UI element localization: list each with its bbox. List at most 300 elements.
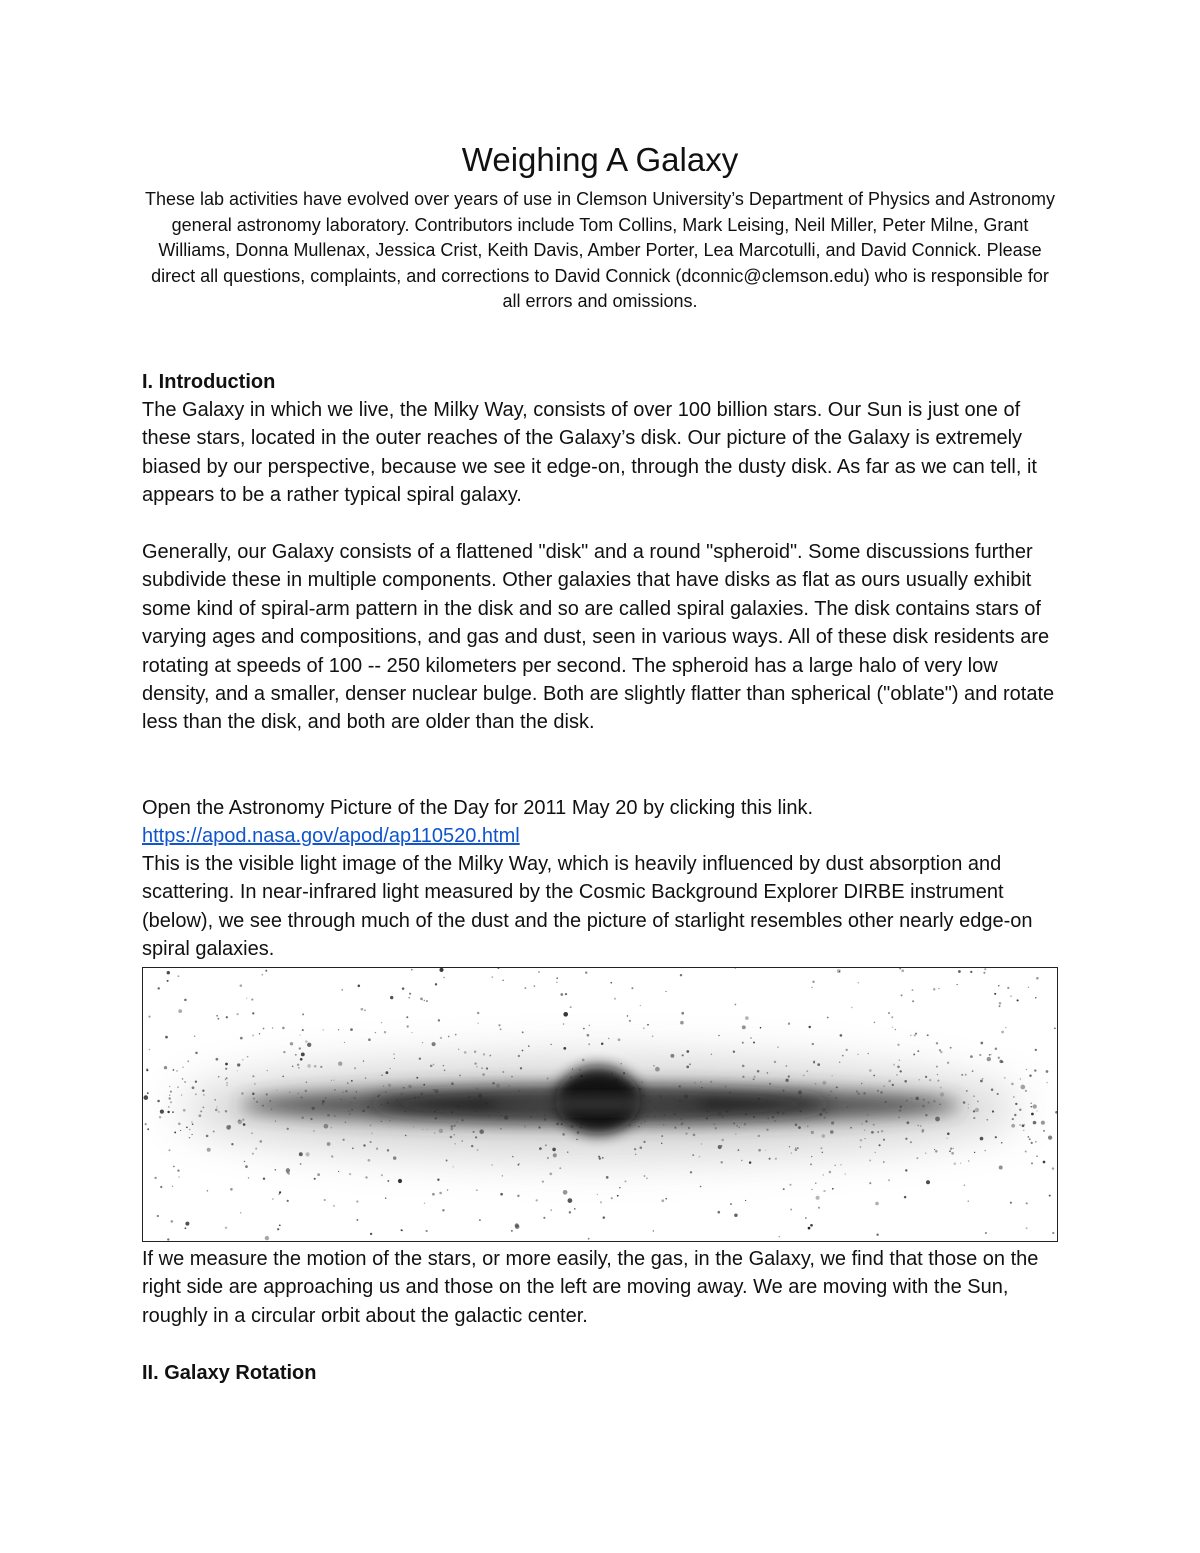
- star: [549, 1173, 552, 1176]
- star: [1043, 1130, 1045, 1132]
- star: [534, 985, 536, 987]
- star: [730, 1203, 732, 1205]
- star: [528, 1045, 529, 1046]
- star: [300, 1034, 301, 1035]
- star: [718, 1035, 719, 1036]
- star: [302, 1029, 304, 1031]
- intro-paragraph-2: Generally, our Galaxy consists of a flattened "disk" and a round "spheroid". Some discussions further subdivide these in multiple components. Other galaxies that have disks as flat as ours usually exhibit some kind of spiral-arm pattern in the disk and so are called spiral galaxies. The disk contains stars of varying ages and compositions, and gas and dust, seen in various ways. All of these disk residents are rotating at speeds of 100 -- 250 kilometers per second. The spheroid has a large halo of very low density, and a smaller, denser nuclear bulge. Both are slightly flatter than spherical ("oblate") and rotate less than the disk, and both are older than the disk.: [142, 541, 1055, 734]
- star: [242, 1059, 243, 1060]
- star: [225, 1079, 226, 1080]
- star: [338, 1062, 342, 1066]
- star: [158, 987, 160, 989]
- star: [1029, 1074, 1031, 1076]
- galaxy-image-svg: [143, 968, 1057, 1241]
- star: [207, 1148, 211, 1152]
- star: [834, 1164, 836, 1166]
- star: [240, 1037, 243, 1040]
- star: [157, 1100, 160, 1103]
- star: [960, 1163, 961, 1164]
- star: [1049, 1195, 1051, 1197]
- star: [1035, 1141, 1037, 1143]
- star: [883, 1161, 885, 1163]
- star: [251, 999, 253, 1001]
- star: [680, 974, 682, 976]
- star: [718, 1211, 721, 1214]
- star: [627, 1015, 628, 1016]
- star: [307, 1043, 311, 1047]
- star: [393, 1053, 395, 1055]
- star: [447, 1189, 448, 1190]
- star: [344, 1042, 345, 1043]
- star: [420, 998, 423, 1001]
- star: [597, 1194, 598, 1195]
- star: [1011, 1124, 1015, 1128]
- star: [464, 1051, 467, 1054]
- star: [857, 982, 859, 984]
- star: [904, 1196, 907, 1199]
- star: [893, 1064, 895, 1066]
- star: [899, 1059, 901, 1061]
- star: [358, 985, 361, 988]
- star: [320, 1066, 322, 1068]
- star: [419, 1057, 421, 1059]
- star: [207, 1190, 209, 1192]
- star: [248, 1177, 249, 1178]
- star: [583, 1028, 585, 1030]
- star: [956, 984, 957, 985]
- star: [569, 1211, 571, 1213]
- star: [556, 977, 558, 979]
- star: [440, 1037, 442, 1039]
- star: [1031, 1162, 1033, 1164]
- star: [1026, 1227, 1028, 1229]
- star: [936, 1042, 938, 1044]
- star: [169, 1086, 170, 1087]
- star: [172, 1186, 173, 1187]
- star: [184, 1081, 186, 1083]
- star: [742, 1042, 744, 1044]
- star: [286, 1168, 290, 1172]
- star: [888, 1012, 890, 1014]
- star: [333, 1205, 334, 1206]
- star: [145, 1123, 147, 1125]
- star: [167, 1238, 169, 1240]
- star: [600, 1201, 602, 1203]
- star: [1011, 1083, 1014, 1086]
- star: [910, 1141, 912, 1143]
- star: [174, 1131, 176, 1133]
- star: [749, 1161, 751, 1163]
- star: [511, 1230, 513, 1232]
- star: [502, 980, 504, 982]
- star: [408, 997, 410, 999]
- star: [477, 1012, 480, 1015]
- star: [517, 1195, 519, 1197]
- star: [602, 1157, 604, 1159]
- star: [791, 1152, 792, 1153]
- star: [364, 1009, 366, 1011]
- star: [980, 1080, 983, 1083]
- star: [995, 1047, 998, 1050]
- star: [1029, 1138, 1031, 1140]
- star: [999, 1002, 1002, 1005]
- star: [412, 1032, 413, 1033]
- star: [385, 1197, 386, 1198]
- section-heading-introduction: I. Introduction: [142, 371, 276, 393]
- star: [961, 1074, 963, 1076]
- star: [446, 1160, 448, 1162]
- star: [275, 1169, 277, 1171]
- star: [146, 1069, 148, 1071]
- star: [879, 1144, 881, 1146]
- star: [839, 971, 840, 972]
- star: [426, 1000, 428, 1002]
- star: [409, 993, 411, 995]
- star: [252, 1075, 254, 1077]
- star: [144, 1095, 149, 1100]
- star: [1028, 987, 1029, 988]
- star: [1031, 1113, 1034, 1116]
- star: [1004, 1077, 1006, 1079]
- star: [644, 1175, 646, 1177]
- star: [837, 969, 841, 973]
- star: [425, 1230, 427, 1232]
- star: [867, 1053, 869, 1055]
- star: [272, 1198, 274, 1200]
- star: [610, 982, 612, 984]
- star: [700, 1186, 702, 1188]
- star: [206, 1135, 209, 1138]
- star: [617, 1195, 619, 1197]
- star: [810, 1224, 813, 1227]
- star: [936, 1066, 938, 1068]
- star: [665, 991, 666, 992]
- star: [947, 1138, 948, 1139]
- star: [1024, 1124, 1025, 1125]
- star: [543, 1217, 545, 1219]
- star: [314, 1065, 317, 1068]
- star: [822, 1174, 824, 1176]
- star: [556, 982, 557, 983]
- star: [652, 1035, 654, 1037]
- star: [477, 1022, 479, 1024]
- star: [381, 1022, 382, 1023]
- star: [305, 1040, 307, 1042]
- star: [154, 1177, 156, 1179]
- star: [170, 1101, 172, 1103]
- star: [437, 1179, 439, 1181]
- star: [1010, 995, 1012, 997]
- star: [323, 1029, 324, 1030]
- star: [263, 1177, 265, 1179]
- star: [810, 1163, 812, 1165]
- star: [999, 1060, 1002, 1063]
- star: [665, 1198, 667, 1200]
- star: [933, 988, 936, 991]
- star: [387, 1180, 389, 1182]
- star: [950, 1147, 952, 1149]
- star: [953, 1148, 954, 1149]
- star: [299, 1152, 303, 1156]
- star: [424, 1203, 425, 1204]
- star: [394, 1058, 395, 1059]
- intro-paragraph-1: The Galaxy in which we live, the Milky Way, consists of over 100 billion stars. Our Sun is just one of these stars, located in the outer reaches of the Galaxy’s disk. Our picture of the Galaxy is extremely biased by our perspective, because we see it edge-on, through the dusty disk. As far as we can tell, it appears to be a rather typical spiral galaxy.: [142, 399, 1037, 507]
- star: [653, 1230, 654, 1231]
- star: [891, 1016, 893, 1018]
- star: [518, 1055, 520, 1057]
- star: [167, 971, 170, 974]
- star: [995, 1136, 997, 1138]
- star: [682, 1054, 684, 1056]
- credits-paragraph: These lab activities have evolved over years of use in Clemson University’s Department of Physics and Astronomy general astronomy laboratory. Contributors include Tom Collins, Mark Leising, Neil Miller, Peter Milne, Grant Williams, Donna Mullenax, Jessica Crist, Keith Davis, Amber Porter, Lea Marcotulli, and David Connick. Please direct all questions, complaints, and corrections to David Connick (dconnic@clemson.edu) who is responsible for all errors and omissions.: [144, 189, 1056, 311]
- star: [916, 1157, 918, 1159]
- star: [407, 1025, 409, 1027]
- star: [811, 1156, 812, 1157]
- star: [338, 1171, 339, 1172]
- star: [950, 1047, 952, 1049]
- star: [895, 1029, 896, 1030]
- star: [606, 1176, 609, 1179]
- star: [670, 1054, 674, 1058]
- dust-lane: [488, 1097, 708, 1111]
- star: [742, 1025, 746, 1029]
- star: [827, 1017, 829, 1019]
- star: [300, 1163, 302, 1165]
- star: [912, 1000, 914, 1002]
- star: [160, 1110, 164, 1114]
- star: [1033, 1121, 1037, 1125]
- star: [522, 1031, 524, 1033]
- star: [202, 1090, 204, 1092]
- star: [448, 1036, 450, 1038]
- star: [1052, 1167, 1054, 1169]
- star: [167, 980, 169, 982]
- star: [769, 1158, 771, 1160]
- star: [159, 1116, 161, 1118]
- star: [164, 1066, 167, 1069]
- star: [411, 969, 413, 971]
- star: [811, 987, 812, 988]
- star: [783, 1188, 785, 1190]
- star: [1005, 1027, 1006, 1028]
- star: [299, 1047, 301, 1049]
- star: [455, 1034, 457, 1036]
- star: [295, 1054, 297, 1056]
- apod-link[interactable]: https://apod.nasa.gov/apod/ap110520.html: [142, 825, 520, 847]
- star: [432, 1193, 435, 1196]
- star: [1007, 987, 1009, 989]
- star: [982, 1078, 984, 1080]
- star: [522, 1050, 524, 1052]
- star: [686, 1050, 689, 1053]
- star: [262, 974, 264, 976]
- star: [226, 1082, 227, 1083]
- star: [184, 999, 187, 1002]
- star: [178, 1009, 182, 1013]
- star: [542, 1180, 544, 1182]
- star: [406, 1016, 408, 1018]
- star: [559, 1167, 561, 1169]
- star: [968, 1200, 969, 1201]
- star: [191, 1134, 192, 1135]
- star: [1036, 1110, 1037, 1111]
- star: [1001, 1031, 1004, 1034]
- star: [300, 1058, 303, 1061]
- star: [272, 1027, 274, 1029]
- star: [812, 981, 814, 983]
- star: [812, 1043, 814, 1045]
- star: [237, 1063, 240, 1066]
- star: [1031, 1103, 1032, 1104]
- star: [381, 1174, 383, 1176]
- apod-instruction: Open the Astronomy Picture of the Day for 2011 May 20 by clicking this link.: [142, 797, 814, 819]
- star: [599, 1157, 601, 1159]
- star: [168, 1106, 170, 1108]
- star: [267, 1070, 268, 1071]
- star: [255, 1148, 257, 1150]
- star: [631, 987, 633, 989]
- star: [614, 998, 616, 1000]
- star: [601, 1043, 604, 1046]
- star: [1010, 1202, 1012, 1204]
- star: [789, 1184, 791, 1186]
- star: [647, 1024, 649, 1026]
- star: [178, 1176, 180, 1178]
- star: [589, 1025, 591, 1027]
- star: [252, 1034, 254, 1036]
- star: [913, 1053, 915, 1055]
- star: [926, 1180, 930, 1184]
- star: [524, 987, 526, 989]
- star: [839, 1062, 840, 1063]
- star: [822, 1152, 823, 1153]
- star: [990, 1054, 991, 1055]
- star: [1035, 1049, 1037, 1051]
- star: [189, 1129, 191, 1131]
- star: [846, 1049, 848, 1051]
- star: [565, 993, 567, 995]
- star: [240, 1212, 242, 1214]
- star: [173, 1166, 174, 1167]
- star: [512, 1156, 513, 1157]
- star: [585, 972, 587, 974]
- star: [279, 1224, 281, 1226]
- star: [998, 985, 999, 986]
- star: [901, 969, 904, 972]
- star: [1025, 1090, 1027, 1092]
- star: [189, 1137, 191, 1139]
- star: [832, 1188, 834, 1190]
- star: [157, 1215, 159, 1217]
- star: [422, 1042, 423, 1043]
- star: [905, 1169, 907, 1171]
- star: [1026, 1202, 1028, 1204]
- star: [998, 1057, 1000, 1059]
- star: [277, 1228, 279, 1230]
- star: [563, 1047, 566, 1050]
- star: [857, 1053, 859, 1055]
- star: [1036, 1156, 1037, 1157]
- star: [278, 1193, 280, 1195]
- star: [774, 1061, 776, 1063]
- star: [949, 1150, 951, 1152]
- star: [983, 972, 985, 974]
- star: [563, 1012, 568, 1017]
- star: [563, 1190, 568, 1195]
- star: [970, 1055, 973, 1058]
- star: [550, 1044, 551, 1045]
- star: [236, 1013, 238, 1015]
- star: [808, 1227, 811, 1230]
- star: [365, 1176, 367, 1178]
- star: [844, 1173, 846, 1175]
- star: [247, 1056, 249, 1058]
- star: [476, 1189, 477, 1190]
- star: [1054, 1028, 1055, 1029]
- star: [149, 1049, 151, 1051]
- star: [624, 1180, 626, 1182]
- star: [240, 984, 243, 987]
- star: [720, 1161, 722, 1163]
- star: [897, 1044, 899, 1046]
- star: [483, 1053, 485, 1055]
- star: [563, 1023, 565, 1025]
- star: [760, 1027, 762, 1029]
- star: [994, 993, 996, 995]
- star: [180, 1130, 181, 1131]
- star: [972, 1070, 974, 1072]
- star: [980, 1137, 984, 1141]
- star: [177, 1086, 178, 1087]
- star: [147, 1092, 149, 1094]
- star: [167, 1111, 169, 1113]
- star: [349, 1173, 351, 1175]
- star: [500, 1028, 502, 1030]
- star: [779, 1236, 780, 1237]
- star: [194, 1035, 196, 1037]
- star: [851, 1007, 853, 1009]
- star: [979, 1054, 981, 1056]
- star: [352, 1147, 354, 1149]
- star: [375, 1032, 376, 1033]
- star: [195, 1052, 198, 1055]
- star: [263, 1028, 265, 1030]
- star: [218, 1076, 220, 1078]
- star: [753, 1041, 755, 1043]
- star: [225, 1063, 228, 1066]
- star: [177, 975, 179, 977]
- star: [711, 1054, 713, 1056]
- star: [498, 1024, 500, 1026]
- star: [735, 1004, 737, 1006]
- star: [985, 1232, 987, 1234]
- star: [317, 1173, 320, 1176]
- star: [216, 1058, 219, 1061]
- star: [813, 1062, 815, 1064]
- star: [680, 1021, 684, 1025]
- star: [817, 1063, 820, 1066]
- star: [390, 996, 393, 999]
- star: [901, 994, 903, 996]
- star: [283, 1051, 285, 1053]
- star: [733, 1051, 735, 1053]
- star: [259, 1140, 262, 1143]
- star: [518, 1164, 520, 1166]
- star: [935, 1150, 938, 1153]
- star: [443, 977, 445, 979]
- star: [370, 1233, 372, 1235]
- star: [338, 1029, 339, 1030]
